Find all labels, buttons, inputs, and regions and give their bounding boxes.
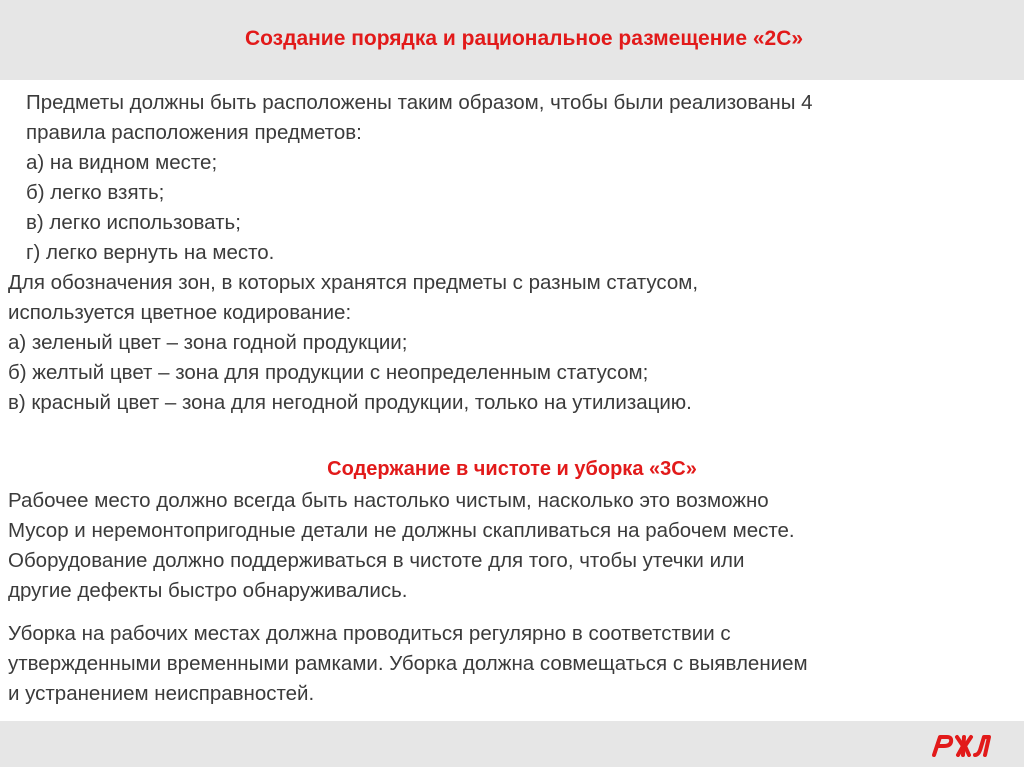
text-line: Мусор и неремонтопригодные детали не должны скапливаться на рабочем месте.	[8, 519, 795, 542]
text-line: и устранением неисправностей.	[8, 682, 315, 705]
section-title: Содержание в чистоте и уборка «3С»	[327, 458, 697, 480]
list-item: в) легко использовать;	[26, 211, 241, 234]
cleanliness-text	[8, 486, 1013, 606]
list-item: б) желтый цвет – зона для продукции с неопределенным статусом;	[8, 361, 649, 384]
cleaning-text	[8, 619, 1013, 709]
header-bar	[0, 0, 1024, 80]
list-item: в) красный цвет – зона для негодной продукции, только на утилизацию.	[8, 391, 692, 414]
color-coding	[8, 268, 1008, 418]
text-line: Рабочее место должно всегда быть настолько чистым, насколько это возможно	[8, 489, 769, 512]
footer-bar	[0, 721, 1024, 767]
text-line: используется цветное кодирование:	[8, 301, 352, 324]
text-line: Оборудование должно поддерживаться в чистоте для того, чтобы утечки или	[8, 549, 745, 572]
content-area	[0, 80, 1024, 721]
text-line: другие дефекты быстро обнаруживались.	[8, 579, 408, 602]
text-line: Предметы должны быть расположены таким образом, чтобы были реализованы 4	[26, 91, 813, 114]
text-line: утвержденными временными рамками. Уборка должна совмещаться с выявлением	[8, 652, 808, 675]
text-line: правила расположения предметов:	[26, 121, 362, 144]
text-line: Для обозначения зон, в которых хранятся предметы с разным статусом,	[8, 271, 699, 294]
list-item: б) легко взять;	[26, 181, 165, 204]
list-item: г) легко вернуть на место.	[26, 241, 275, 264]
rzd-logo-icon	[930, 733, 992, 757]
page-title: Создание порядка и рациональное размещение «2С»	[244, 26, 804, 50]
list-item: а) на видном месте;	[26, 151, 218, 174]
placement-rules	[26, 88, 1016, 268]
list-item: а) зеленый цвет – зона годной продукции;	[8, 331, 408, 354]
text-line: Уборка на рабочих местах должна проводиться регулярно в соответствии с	[8, 622, 731, 645]
